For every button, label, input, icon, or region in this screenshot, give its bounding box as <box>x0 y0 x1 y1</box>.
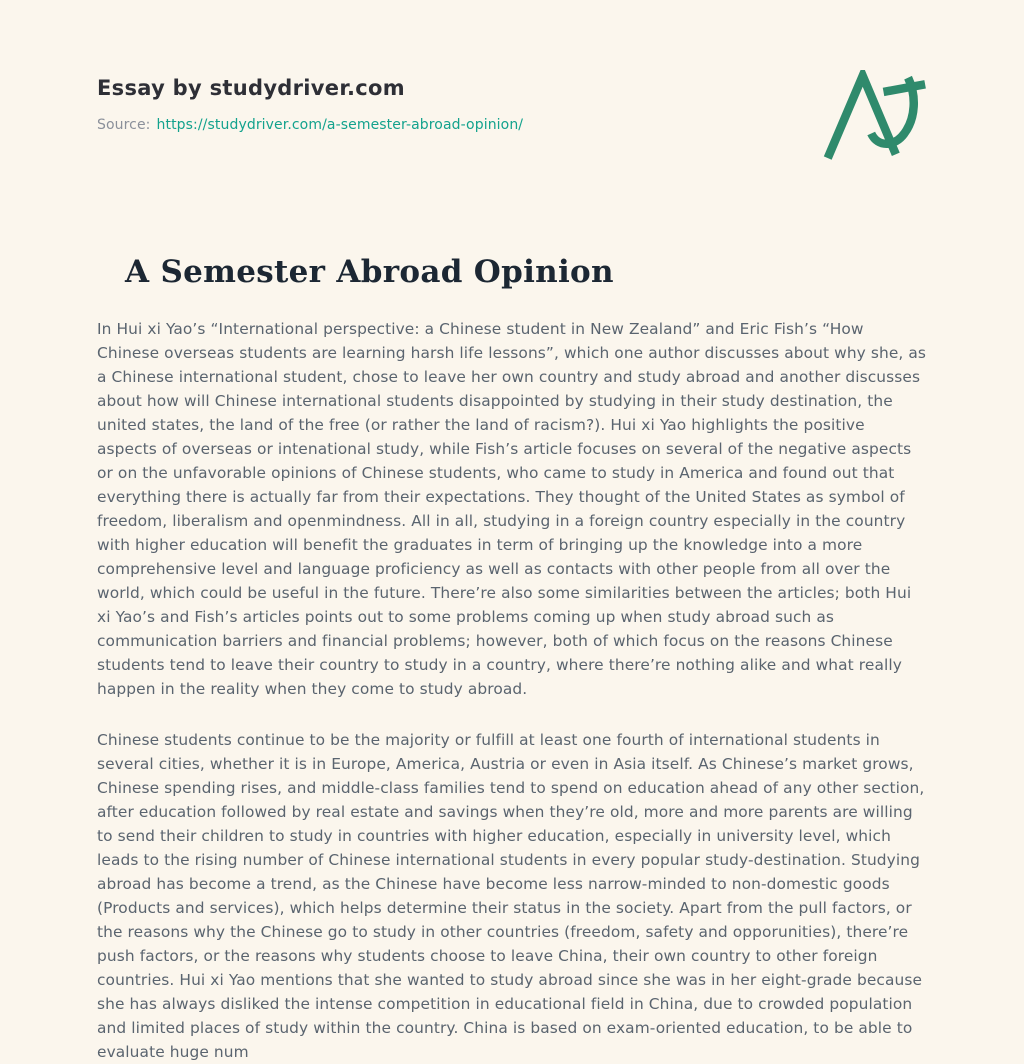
source-label: Source: <box>97 117 151 133</box>
essay-title: A Semester Abroad Opinion <box>125 254 614 290</box>
source-link[interactable]: https://studydriver.com/a-semester-abroad-opinion/ <box>156 117 524 133</box>
byline: Essay by studydriver.com <box>97 76 405 100</box>
logo-cross-stroke <box>884 84 926 92</box>
essay-paragraph-2: Chinese students continue to be the majority or fulfill at least one fourth of international students in several cities, whether it is in Europe, America, Austria or even in Asia itself. As Chinese’s market grows, Chinese spending rises, and middle-class families tend to spend on education ahead of any other section, after education followed by real estate and savings when they’re old, more and more parents are willing to send their children to study in countries with higher education, especially in university level, which leads to the rising number of Chinese international students in every popular study-destination. Studying abroad has become a trend, as the Chinese have become less narrow-minded to non-domestic goods (Products and services), which helps determine their status in the society. Apart from the pull factors, or the reasons why the Chinese go to study in other countries (freedom, safety and opporunities), there’re push factors, or the reasons why students choose to leave China, their own country to other foreign countries. Hui xi Yao mentions that she wanted to study abroad since she was in her eight-grade because she has always disliked the intense competition in educational field in China, due to crowded population and limited places of study within the country. China is based on exam-oriented education, to be able to evaluate huge num <box>97 731 925 1061</box>
header <box>97 76 927 162</box>
essay-content <box>97 254 927 1064</box>
header-text-block <box>97 76 523 133</box>
studydriver-logo-icon <box>823 70 927 162</box>
essay-paragraph-1: In Hui xi Yao’s “International perspective: a Chinese student in New Zealand” and Eric Fish’s “How Chinese overseas students are learning harsh life lessons”, which one author discusses about why she, as a Chinese international student, chose to leave her own country and study abroad and another discusses about how will Chinese international students disappointed by studying in their study destination, the united states, the land of the free (or rather the land of racism?). Hui xi Yao highlights the positive aspects of overseas or intenational study, while Fish’s article focuses on several of the negative aspects or on the unfavorable opinions of Chinese students, who came to study in America and found out that everything there is actually far from their expectations. They thought of the United States as symbol of freedom, liberalism and openmindness. All in all, studying in a foreign country especially in the country with higher education will benefit the graduates in term of bringing up the knowledge into a more comprehensive level and language proficiency as well as contacts with other people from all over the world, which could be useful in the future. There’re also some similarities between the articles; both Hui xi Yao’s and Fish’s articles points out to some problems coming up when study abroad such as communication barriers and financial problems; however, both of which focus on the reasons Chinese students tend to leave their country to study in a country, where there’re nothing alike and what really happen in the reality when they come to study abroad. <box>97 320 927 698</box>
source-line <box>97 117 523 133</box>
